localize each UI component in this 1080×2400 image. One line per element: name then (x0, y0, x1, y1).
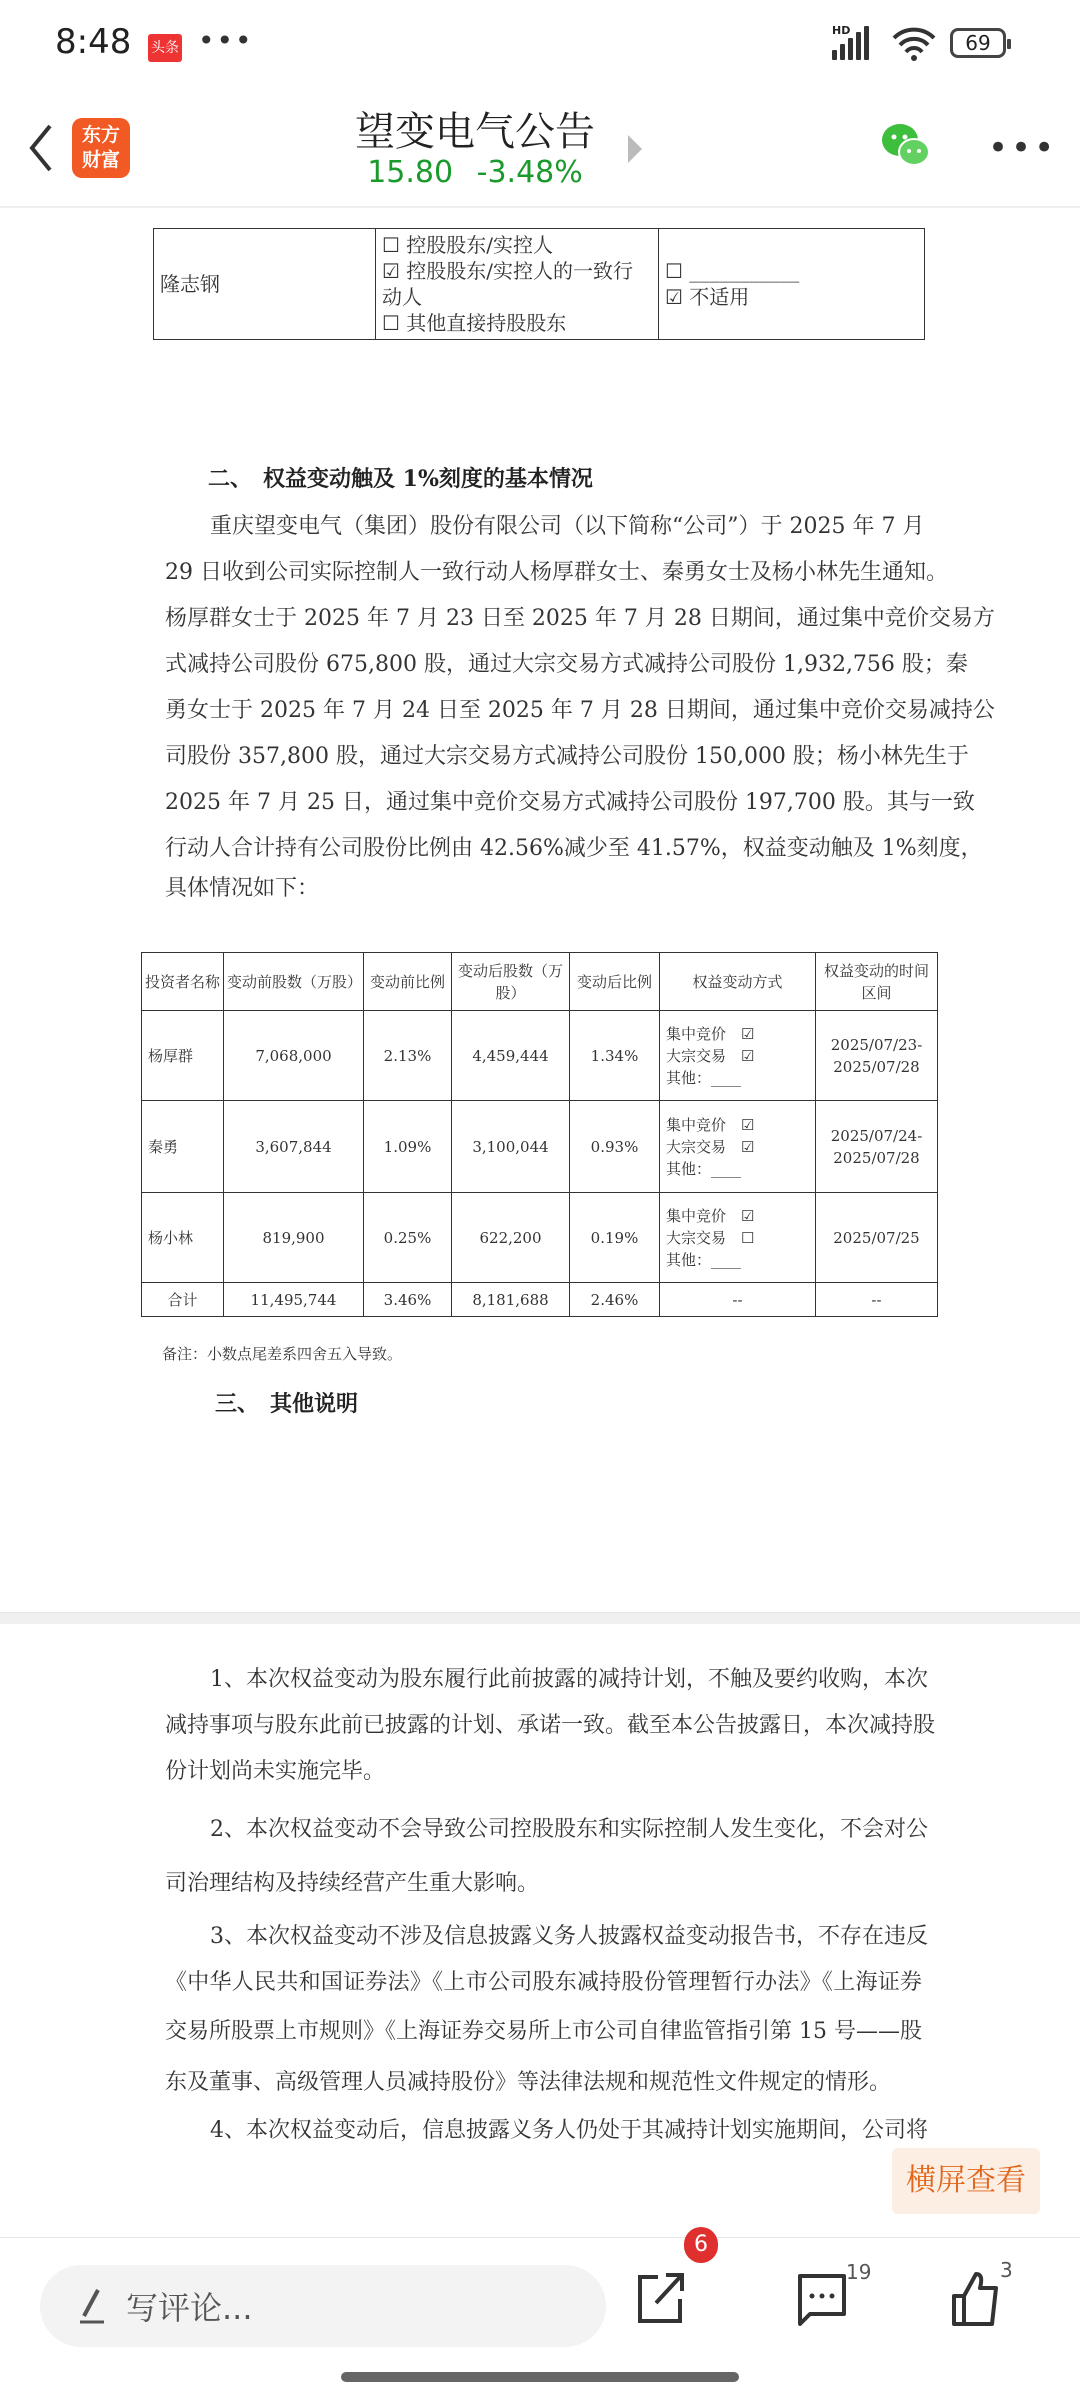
paragraph-line: 1、本次权益变动为股东履行此前披露的减持计划，不触及要约收购，本次 (210, 1667, 928, 1692)
applicability-options (659, 229, 925, 340)
method-auction: 集中竞价 ☑ (666, 1024, 755, 1043)
battery-icon: 69 (950, 28, 1006, 58)
cell: 11,495,744 (224, 1283, 364, 1317)
toutiao-notification-icon: 头条 (148, 34, 182, 62)
wechat-share-icon[interactable] (878, 118, 934, 174)
option-controlling: ☐ 控股股东/实控人 (382, 233, 554, 257)
paragraph-line: 交易所股票上市规则》《上海证券交易所上市公司自律监管指引第 15 号——股 (165, 2019, 922, 2044)
col-header: 变动前股数（万股） (224, 953, 364, 1011)
cell: 8,181,688 (452, 1283, 570, 1317)
col-header: 权益变动的时间区间 (816, 953, 938, 1011)
eastmoney-logo[interactable]: 东方 财富 (72, 118, 130, 178)
cell: 2025/07/24-2025/07/28 (816, 1101, 938, 1193)
col-header: 变动前比例 (364, 953, 452, 1011)
cell: 秦勇 (142, 1101, 224, 1193)
page-title: 望变电气公告 (355, 109, 595, 155)
paragraph-line: 司治理结构及持续经营产生重大影响。 (165, 1871, 540, 1896)
section-heading-3: 三、 其他说明 (215, 1391, 359, 1417)
cell: 2025/07/25 (816, 1193, 938, 1283)
method-cell (660, 1011, 816, 1101)
more-options-button[interactable]: ••• (988, 128, 1058, 168)
comment-count: 19 (846, 2260, 872, 2284)
col-header: 变动后股数（万股） (452, 953, 570, 1011)
header-divider (0, 206, 1080, 208)
page-separator (0, 1612, 1080, 1624)
comment-placeholder: 写评论... (126, 2289, 253, 2327)
method-other: 其他：____ (666, 1068, 742, 1087)
table-row (142, 1011, 938, 1101)
section-heading-2: 二、 权益变动触及 1%刻度的基本情况 (208, 466, 593, 492)
cell: 3,607,844 (224, 1101, 364, 1193)
paragraph-line: 4、本次权益变动后，信息披露义务人仍处于其减持计划实施期间，公司将 (210, 2118, 928, 2143)
cell: 622,200 (452, 1193, 570, 1283)
table-row (142, 1101, 938, 1193)
cell: 杨小林 (142, 1193, 224, 1283)
cell: 1.34% (570, 1011, 660, 1101)
cell: 3,100,044 (452, 1101, 570, 1193)
col-header: 投资者名称 (142, 953, 224, 1011)
paragraph-line: 东及董事、高级管理人员减持股份》等法律法规和规范性文件规定的情形。 (165, 2070, 892, 2095)
shareholder-name: 隆志钢 (154, 229, 376, 340)
method-other: 其他：____ (666, 1159, 742, 1178)
method-cell (660, 1101, 816, 1193)
paragraph-line: 式减持公司股份 675,800 股，通过大宗交易方式减持公司股份 1,932,756 股；秦 (165, 652, 968, 677)
cell: 0.19% (570, 1193, 660, 1283)
stock-price: 15.80 (367, 155, 454, 190)
wifi-icon (892, 26, 936, 62)
more-notifications-icon: ••• (198, 24, 254, 57)
paragraph-line: 行动人合计持有公司股份比例由 42.56%减少至 41.57%，权益变动触及 1%刻度， (165, 836, 983, 861)
paragraph-line: 《中华人民共和国证券法》《上市公司股东减持股份管理暂行办法》《上海证券 (165, 1970, 922, 1995)
method-other: 其他：____ (666, 1250, 742, 1269)
paragraph-line: 3、本次权益变动不涉及信息披露义务人披露权益变动报告书，不存在违反 (210, 1924, 928, 1949)
signal-icon (832, 28, 869, 60)
table-note: 备注：小数点尾差系四舍五入导致。 (162, 1345, 403, 1363)
method-auction: 集中竞价 ☑ (666, 1206, 755, 1225)
col-header: 权益变动方式 (660, 953, 816, 1011)
shareholder-type-table (153, 228, 925, 340)
method-block-trade: 大宗交易 ☑ (666, 1137, 755, 1156)
col-header: 变动后比例 (570, 953, 660, 1011)
cell: 4,459,444 (452, 1011, 570, 1101)
play-arrow-icon[interactable] (628, 135, 642, 163)
cell: 7,068,000 (224, 1011, 364, 1101)
paragraph-line: 具体情况如下： (165, 876, 320, 901)
cell: 819,900 (224, 1193, 364, 1283)
cell: 0.93% (570, 1101, 660, 1193)
hd-label: HD (832, 24, 851, 37)
like-icon[interactable] (950, 2270, 1002, 2328)
paragraph-line: 重庆望变电气（集团）股份有限公司（以下简称“公司”）于 2025 年 7 月 (210, 514, 925, 539)
cell: 合计 (142, 1283, 224, 1317)
method-cell (660, 1193, 816, 1283)
share-icon[interactable] (636, 2267, 686, 2325)
table-header-row (142, 953, 938, 1011)
status-time: 8:48 (55, 22, 132, 62)
share-count-badge: 6 (684, 2227, 718, 2263)
paragraph-line: 司股份 357,800 股，通过大宗交易方式减持公司股份 150,000 股；杨小林先生于 (165, 744, 969, 769)
cell: 0.25% (364, 1193, 452, 1283)
table-row (142, 1193, 938, 1283)
option-blank: ☐ ___________ (665, 259, 800, 283)
table-total-row (142, 1283, 938, 1317)
cell: 2025/07/23-2025/07/28 (816, 1011, 938, 1101)
cell: 2.46% (570, 1283, 660, 1317)
like-count: 3 (1000, 2258, 1013, 2282)
pencil-icon (78, 2286, 108, 2326)
paragraph-line: 杨厚群女士于 2025 年 7 月 23 日至 2025 年 7 月 28 日期间，通过集中竞价交易方 (165, 606, 995, 631)
option-concert-party: ☑ 控股股东/实控人的一致行动人 (382, 259, 634, 309)
paragraph-line: 2、本次权益变动不会导致公司控股股东和实际控制人发生变化，不会对公 (210, 1817, 928, 1842)
method-block-trade: 大宗交易 ☑ (666, 1046, 755, 1065)
home-indicator[interactable] (341, 2372, 739, 2382)
equity-change-table (141, 952, 938, 1317)
paragraph-line: 减持事项与股东此前已披露的计划、承诺一致。截至本公告披露日，本次减持股 (165, 1713, 936, 1738)
paragraph-line: 2025 年 7 月 25 日，通过集中竞价交易方式减持公司股份 197,700 股。其与一致 (165, 790, 975, 815)
comment-icon[interactable] (796, 2270, 848, 2330)
cell: 杨厚群 (142, 1011, 224, 1101)
method-block-trade: 大宗交易 ☐ (666, 1228, 755, 1247)
stock-change: -3.48% (476, 155, 583, 190)
cell: 1.09% (364, 1101, 452, 1193)
paragraph-line: 29 日收到公司实际控制人一致行动人杨厚群女士、秦勇女士及杨小林先生通知。 (165, 560, 948, 585)
cell: 2.13% (364, 1011, 452, 1101)
paragraph-line: 勇女士于 2025 年 7 月 24 日至 2025 年 7 月 28 日期间，通过集中竞价交易减持公 (165, 698, 995, 723)
cell: -- (816, 1283, 938, 1317)
option-not-applicable: ☑ 不适用 (665, 285, 750, 309)
shareholder-type-options (376, 229, 659, 340)
method-auction: 集中竞价 ☑ (666, 1115, 755, 1134)
comment-input[interactable] (40, 2265, 606, 2347)
paragraph-line: 份计划尚未实施完毕。 (165, 1759, 386, 1784)
cell: 3.46% (364, 1283, 452, 1317)
landscape-view-button[interactable]: 横屏查看 (892, 2148, 1040, 2214)
option-other: ☐ 其他直接持股股东 (382, 311, 567, 335)
cell: -- (660, 1283, 816, 1317)
